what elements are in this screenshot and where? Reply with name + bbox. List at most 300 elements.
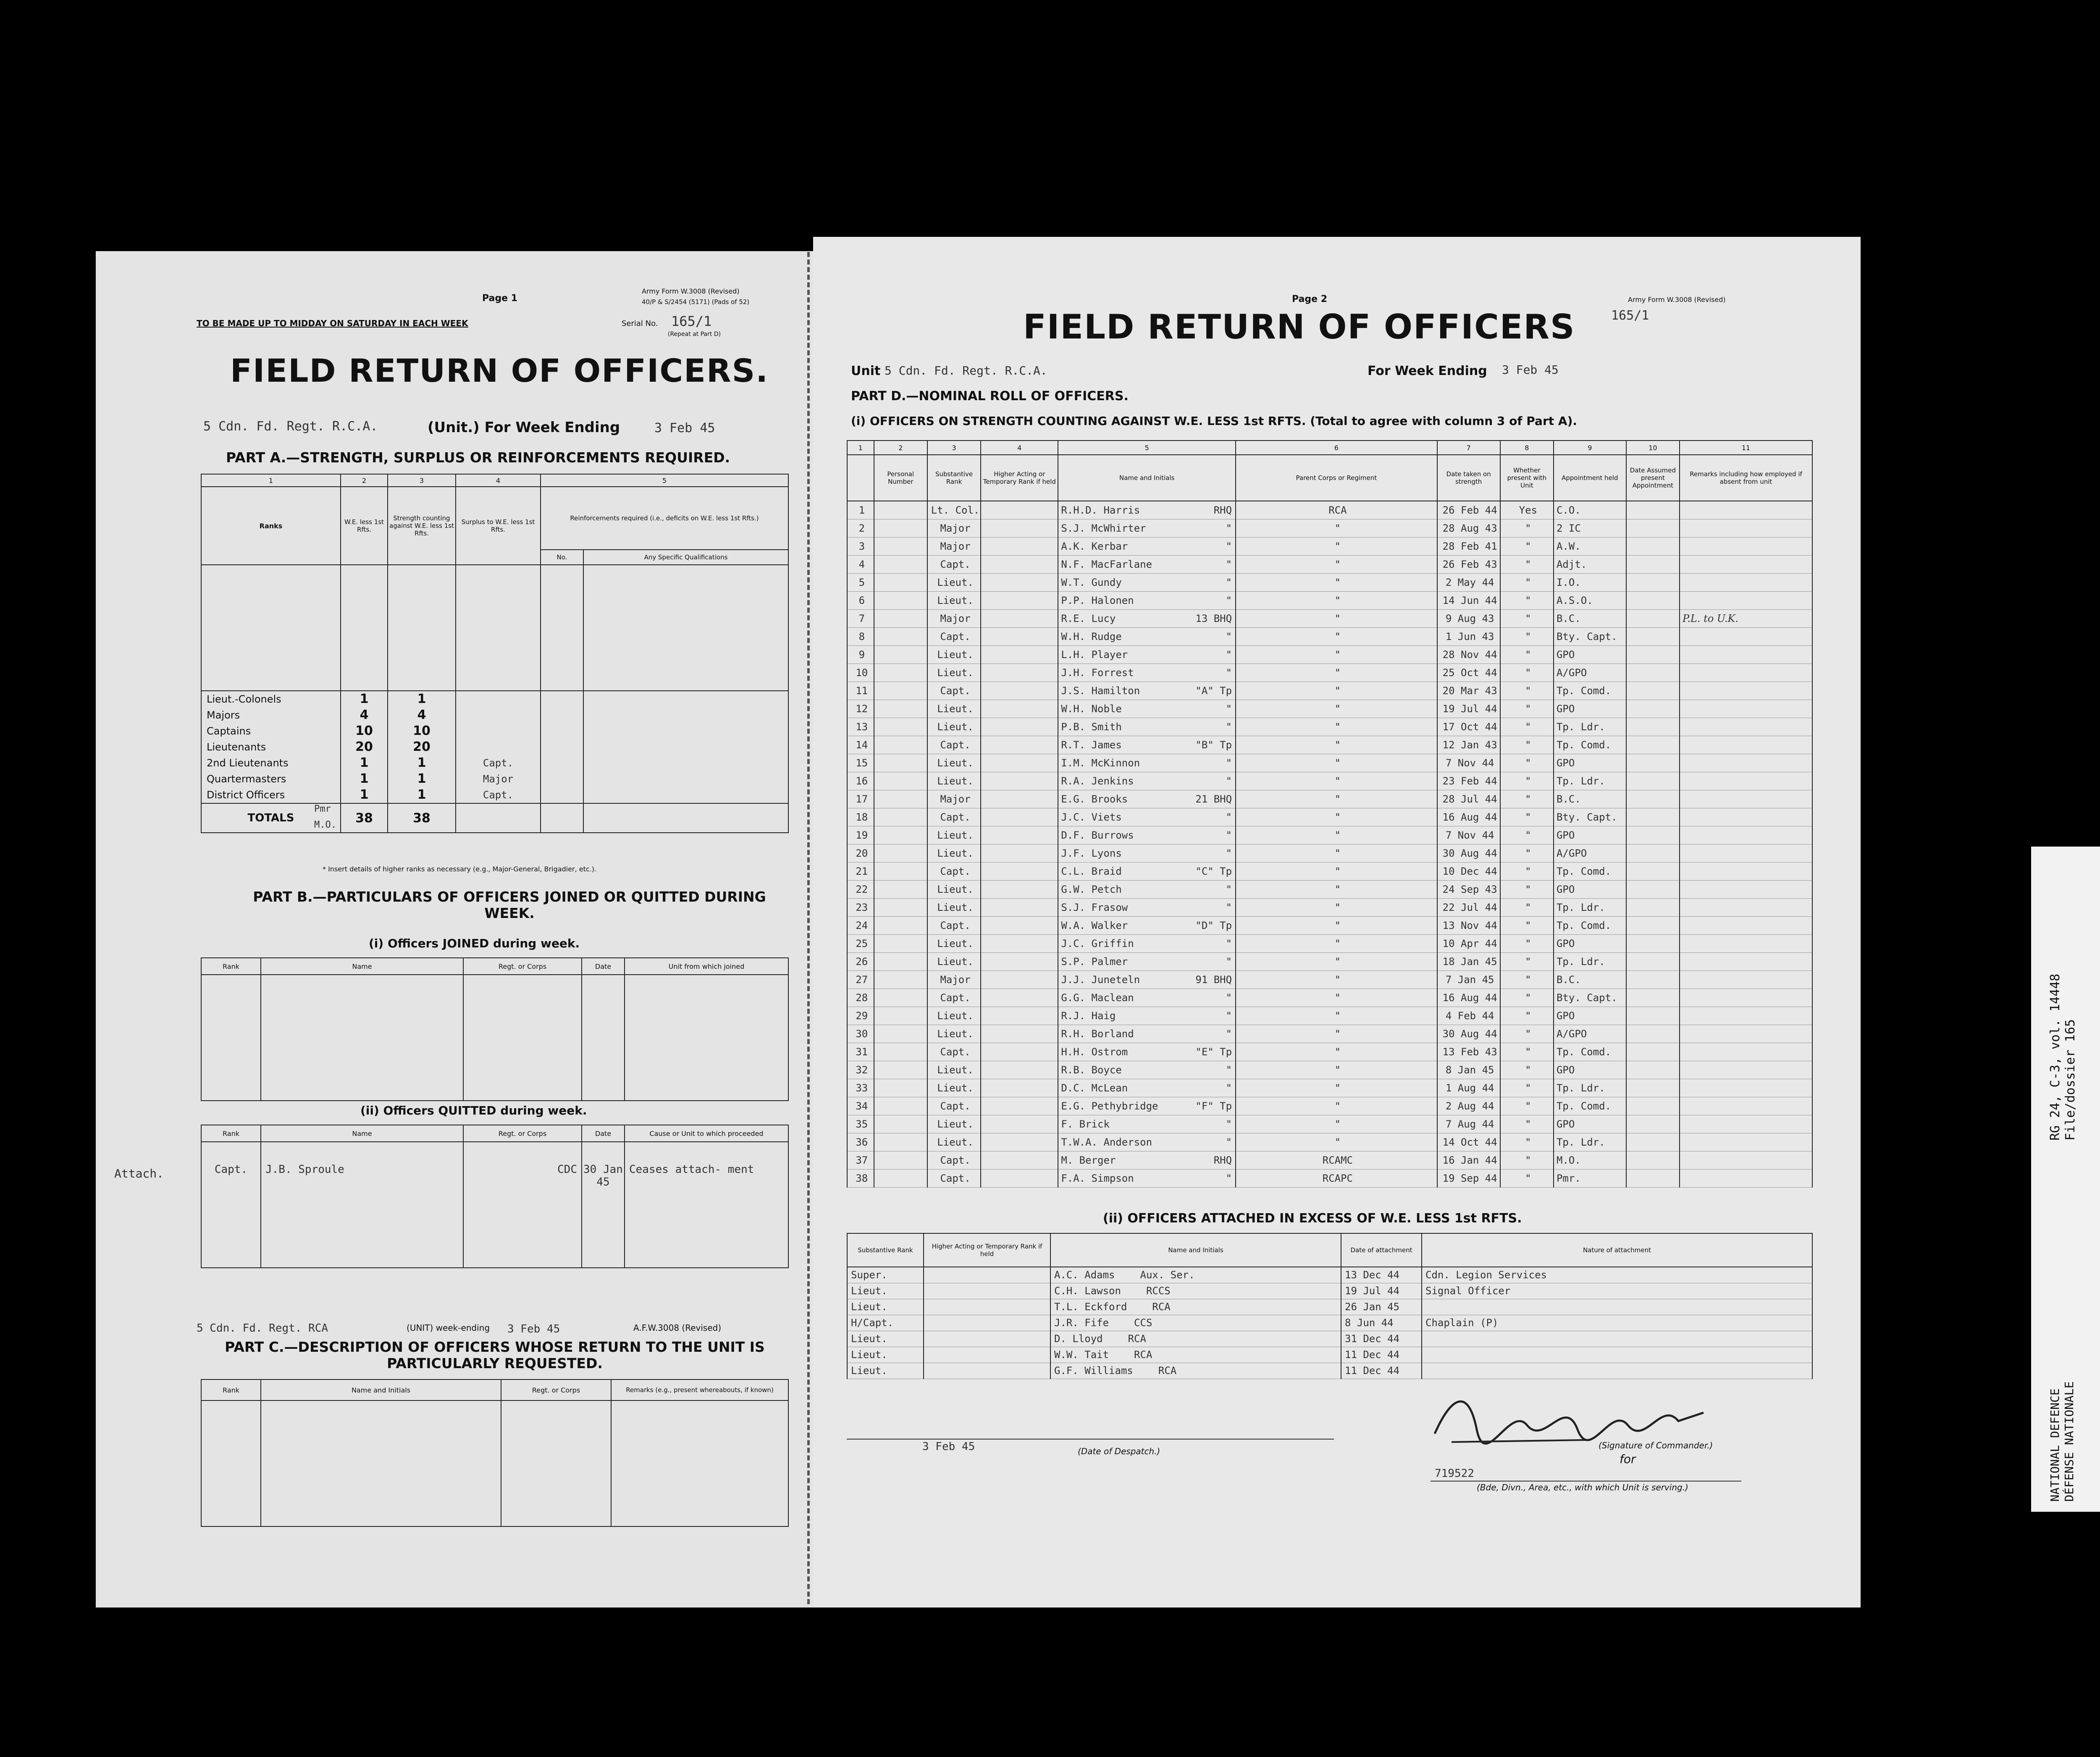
column-number: 9 — [1554, 441, 1626, 455]
date-assumed — [1626, 1007, 1680, 1025]
acting-rank — [981, 844, 1058, 862]
row-number: 34 — [847, 1097, 874, 1115]
parent-corps: " — [1236, 1061, 1437, 1079]
date-assumed — [1626, 609, 1680, 627]
appointment: GPO — [1554, 1007, 1626, 1025]
officer-name-text: W.H. Noble — [1061, 703, 1122, 715]
page-2-label: Page 2 — [1292, 294, 1328, 304]
column-header: Higher Acting or Temporary Rank if held — [981, 455, 1058, 501]
attached-name-text: G.F. Williams — [1054, 1365, 1133, 1377]
personal-number — [874, 645, 927, 663]
present-with-unit: " — [1500, 1043, 1554, 1061]
substantive-rank: Lt. Col. — [927, 501, 981, 519]
attached-date: 11 Dec 44 — [1341, 1363, 1422, 1379]
acting-rank — [981, 1169, 1058, 1187]
officer-name — [1058, 1151, 1236, 1169]
appointment: 2 IC — [1554, 519, 1626, 537]
present-with-unit: " — [1500, 537, 1554, 555]
officer-sub-unit: "A" Tp — [1195, 684, 1232, 697]
present-with-unit: " — [1500, 952, 1554, 970]
date-on-strength: 19 Sep 44 — [1437, 1169, 1500, 1187]
present-with-unit: " — [1500, 898, 1554, 916]
remarks — [1680, 1043, 1812, 1061]
attached-acting-rank — [924, 1267, 1050, 1283]
strength-value: 1 — [417, 692, 426, 706]
remarks — [1680, 862, 1812, 880]
officer-name — [1058, 826, 1236, 844]
acting-rank — [981, 663, 1058, 682]
date-on-strength: 26 Feb 44 — [1437, 501, 1500, 519]
attached-corps: RCA — [1128, 1333, 1146, 1345]
parent-corps: " — [1236, 772, 1437, 790]
officer-name — [1058, 754, 1236, 772]
joined-table: Rank Name Regt. or Corps Date Unit from which joined — [201, 957, 789, 1101]
parent-corps: " — [1236, 1025, 1437, 1043]
officer-name-text: F.A. Simpson — [1061, 1172, 1134, 1184]
date-on-strength: 22 Jul 44 — [1437, 898, 1500, 916]
appointment: Tp. Comd. — [1554, 862, 1626, 880]
officer-name — [1058, 952, 1236, 970]
officer-name — [1058, 700, 1236, 718]
row-number: 7 — [847, 609, 874, 627]
parent-corps: " — [1236, 754, 1437, 772]
officer-name-text: J.S. Hamilton — [1061, 684, 1140, 697]
date-on-strength: 17 Oct 44 — [1437, 718, 1500, 736]
officer-row — [847, 772, 1812, 790]
date-on-strength: 16 Aug 44 — [1437, 808, 1500, 826]
date-on-strength: 7 Aug 44 — [1437, 1115, 1500, 1133]
substantive-rank: Lieut. — [927, 718, 981, 736]
officer-sub-unit: "B" Tp — [1195, 739, 1232, 751]
rank-extra-mo: M.O. — [314, 820, 336, 830]
attached-name — [1050, 1299, 1341, 1315]
remarks — [1680, 591, 1812, 609]
attached-row — [847, 1331, 1812, 1347]
date-assumed — [1626, 916, 1680, 934]
part-a-title: PART A.—STRENGTH, SURPLUS OR REINFORCEMENTS REQUIRED. — [226, 449, 730, 466]
officer-sub-unit: " — [1226, 558, 1232, 570]
officer-row — [847, 501, 1812, 519]
officer-name — [1058, 808, 1236, 826]
personal-number — [874, 916, 927, 934]
qualification-note: Capt. — [483, 757, 514, 769]
officer-name — [1058, 1133, 1236, 1151]
appointment: Pmr. — [1554, 1169, 1626, 1187]
row-number: 16 — [847, 772, 874, 790]
personal-number — [874, 754, 927, 772]
officer-sub-unit: " — [1226, 991, 1232, 1004]
acting-rank — [981, 790, 1058, 808]
substantive-rank: Capt. — [927, 916, 981, 934]
officer-name-text: I.M. McKinnon — [1061, 757, 1140, 769]
officer-name — [1058, 591, 1236, 609]
strength-value: 10 — [413, 724, 430, 738]
appointment: A/GPO — [1554, 663, 1626, 682]
officer-row — [847, 844, 1812, 862]
row-number: 15 — [847, 754, 874, 772]
page-2-title: FIELD RETURN OF OFFICERS — [1023, 307, 1575, 346]
substantive-rank: Major — [927, 970, 981, 989]
officer-name — [1058, 682, 1236, 700]
personal-number — [874, 501, 927, 519]
parent-corps: " — [1236, 537, 1437, 555]
personal-number — [874, 790, 927, 808]
officer-sub-unit: " — [1226, 775, 1232, 787]
remarks — [1680, 718, 1812, 736]
column-header: Appointment held — [1554, 455, 1626, 501]
acting-rank — [981, 1079, 1058, 1097]
quitted-rank: Capt. — [201, 1142, 261, 1268]
attached-row — [847, 1299, 1812, 1315]
officer-row — [847, 663, 1812, 682]
form-reference-2: 40/P & S/2454 (5171) (Pads of 52) — [642, 298, 750, 306]
personal-number — [874, 1151, 927, 1169]
total-strength: 38 — [388, 803, 456, 833]
rank-label: District Officers — [207, 789, 285, 801]
strength-value: 1 — [417, 771, 426, 786]
date-on-strength: 7 Nov 44 — [1437, 826, 1500, 844]
we-value: 20 — [355, 740, 373, 754]
date-assumed — [1626, 844, 1680, 862]
acting-rank — [981, 1007, 1058, 1025]
date-on-strength: 8 Jan 45 — [1437, 1061, 1500, 1079]
attached-name-text: A.C. Adams — [1054, 1269, 1115, 1281]
date-assumed — [1626, 1061, 1680, 1079]
acting-rank — [981, 826, 1058, 844]
parent-corps: " — [1236, 916, 1437, 934]
officer-row — [847, 627, 1812, 645]
officer-sub-unit: "E" Tp — [1195, 1046, 1232, 1058]
attached-rank: Lieut. — [847, 1347, 924, 1363]
date-on-strength: 10 Apr 44 — [1437, 934, 1500, 952]
officer-name-text: F. Brick — [1061, 1118, 1110, 1130]
column-header: Remarks including how employed if absent from unit — [1680, 455, 1812, 501]
officer-row — [847, 609, 1812, 627]
substantive-rank: Lieut. — [927, 573, 981, 591]
parent-corps: " — [1236, 989, 1437, 1007]
substantive-rank: Lieut. — [927, 934, 981, 952]
date-on-strength: 25 Oct 44 — [1437, 663, 1500, 682]
parent-corps: " — [1236, 880, 1437, 898]
officer-sub-unit: " — [1226, 847, 1232, 859]
column-number: 10 — [1626, 441, 1680, 455]
personal-number — [874, 736, 927, 754]
date-on-strength: 10 Dec 44 — [1437, 862, 1500, 880]
attached-name-text: J.R. Fife — [1054, 1317, 1109, 1329]
remarks — [1680, 1133, 1812, 1151]
date-assumed — [1626, 645, 1680, 663]
officer-name — [1058, 1079, 1236, 1097]
attached-row — [847, 1347, 1812, 1363]
row-number: 19 — [847, 826, 874, 844]
substantive-rank: Capt. — [927, 862, 981, 880]
personal-number — [874, 826, 927, 844]
officer-name — [1058, 1061, 1236, 1079]
officer-name-text: S.P. Palmer — [1061, 955, 1128, 968]
acting-rank — [981, 573, 1058, 591]
substantive-rank: Lieut. — [927, 663, 981, 682]
appointment: Tp. Comd. — [1554, 1043, 1626, 1061]
officer-name — [1058, 718, 1236, 736]
officer-name — [1058, 772, 1236, 790]
officer-sub-unit: " — [1226, 811, 1232, 823]
row-number: 14 — [847, 736, 874, 754]
officer-name-text: N.F. MacFarlane — [1061, 558, 1152, 570]
quitted-cause: Ceases attach- ment — [625, 1142, 788, 1268]
row-number: 22 — [847, 880, 874, 898]
remarks — [1680, 1025, 1812, 1043]
parent-corps: " — [1236, 718, 1437, 736]
date-on-strength: 7 Jan 45 — [1437, 970, 1500, 989]
officer-name — [1058, 934, 1236, 952]
rank-label: Lieutenants — [207, 741, 266, 753]
attached-date: 19 Jul 44 — [1341, 1283, 1422, 1299]
parent-corps: " — [1236, 826, 1437, 844]
appointment: GPO — [1554, 1115, 1626, 1133]
substantive-rank: Capt. — [927, 627, 981, 645]
week-ending-label: For Week Ending — [1368, 364, 1487, 378]
officer-row — [847, 700, 1812, 718]
date-assumed — [1626, 934, 1680, 952]
substantive-rank: Lieut. — [927, 700, 981, 718]
parent-corps: " — [1236, 627, 1437, 645]
date-assumed — [1626, 501, 1680, 519]
substantive-rank: Lieut. — [927, 898, 981, 916]
acting-rank — [981, 880, 1058, 898]
officer-row — [847, 1097, 1812, 1115]
rank-extra-pmr: Pmr — [314, 804, 331, 814]
attached-nature — [1422, 1331, 1812, 1347]
present-with-unit: " — [1500, 826, 1554, 844]
date-assumed — [1626, 898, 1680, 916]
appointment: GPO — [1554, 826, 1626, 844]
officer-sub-unit: " — [1226, 1082, 1232, 1094]
officer-name — [1058, 1043, 1236, 1061]
acting-rank — [981, 808, 1058, 826]
unit-label: (Unit.) For Week Ending — [428, 419, 620, 436]
row-number: 1 — [847, 501, 874, 519]
part-c-table: Rank Name and Initials Regt. or Corps Remarks (e.g., present whereabouts, if known) — [201, 1379, 789, 1527]
officer-row — [847, 1151, 1812, 1169]
date-on-strength: 28 Feb 41 — [1437, 537, 1500, 555]
appointment: GPO — [1554, 934, 1626, 952]
row-number: 4 — [847, 555, 874, 573]
officer-name-text: E.G. Pethybridge — [1061, 1100, 1158, 1112]
row-number: 5 — [847, 573, 874, 591]
date-assumed — [1626, 826, 1680, 844]
attached-nature — [1422, 1347, 1812, 1363]
attached-table: Substantive Rank Higher Acting or Temporary Rank if held Name and Initials Date of attachment Nature of attachment Super. A.C. Adams Aux. Ser. 13 Dec 44 Cdn. Legion Services Lieut. C.H. Lawson RCCS 19 Jul 44 Signal Officer Lieut. T.L. Eckford RCA 26 Jan 45 H/Capt. J.R. Fife CCS 8 Jun 44 Chaplain (P) Lieut. D. Lloyd RCA 31 Dec 44 Lieut. W.W. Tait RCA 11 Dec 44 Lieut. G.F. Williams RCA 11 Dec 44 — [847, 1233, 1813, 1379]
officer-row — [847, 790, 1812, 808]
acting-rank — [981, 1151, 1058, 1169]
attached-name — [1050, 1363, 1341, 1379]
officer-name — [1058, 916, 1236, 934]
present-with-unit: " — [1500, 989, 1554, 1007]
acting-rank — [981, 862, 1058, 880]
officer-name — [1058, 862, 1236, 880]
personal-number — [874, 880, 927, 898]
page-1 — [96, 251, 813, 1608]
we-value: 4 — [360, 708, 369, 722]
officer-sub-unit: 21 BHQ — [1195, 793, 1232, 805]
parent-corps: RCA — [1236, 501, 1437, 519]
acting-rank — [981, 1025, 1058, 1043]
date-on-strength: 16 Aug 44 — [1437, 989, 1500, 1007]
part-c-unit-label: (UNIT) week-ending — [407, 1323, 490, 1333]
acting-rank — [981, 989, 1058, 1007]
personal-number — [874, 898, 927, 916]
acting-rank — [981, 754, 1058, 772]
present-with-unit: " — [1500, 682, 1554, 700]
parent-corps: " — [1236, 1097, 1437, 1115]
substantive-rank: Major — [927, 790, 981, 808]
acting-rank — [981, 952, 1058, 970]
officer-row — [847, 898, 1812, 916]
officer-row — [847, 1079, 1812, 1097]
remarks — [1680, 808, 1812, 826]
row-number: 31 — [847, 1043, 874, 1061]
officer-name-text: J.C. Viets — [1061, 811, 1122, 823]
present-with-unit: " — [1500, 1061, 1554, 1079]
attached-rank: Lieut. — [847, 1331, 924, 1347]
quitted-name: J.B. Sproule — [261, 1142, 463, 1268]
officer-row — [847, 880, 1812, 898]
officer-name — [1058, 1115, 1236, 1133]
date-on-strength: 1 Jun 43 — [1437, 627, 1500, 645]
attached-nature — [1422, 1363, 1812, 1379]
substantive-rank: Capt. — [927, 1097, 981, 1115]
signature-label: (Signature of Commander.) — [1599, 1440, 1713, 1450]
qualification-note: Major — [483, 773, 514, 785]
appointment: Tp. Ldr. — [1554, 898, 1626, 916]
row-number: 23 — [847, 898, 874, 916]
officer-name-text: H.H. Ostrom — [1061, 1046, 1128, 1058]
officer-name-text: G.G. Maclean — [1061, 991, 1134, 1004]
substantive-rank: Capt. — [927, 682, 981, 700]
personal-number — [874, 952, 927, 970]
parent-corps: " — [1236, 1079, 1437, 1097]
appointment: B.C. — [1554, 970, 1626, 989]
remarks — [1680, 1061, 1812, 1079]
present-with-unit: " — [1500, 844, 1554, 862]
date-assumed — [1626, 591, 1680, 609]
substantive-rank: Lieut. — [927, 754, 981, 772]
date-on-strength: 19 Jul 44 — [1437, 700, 1500, 718]
officer-row — [847, 591, 1812, 609]
parent-corps: " — [1236, 808, 1437, 826]
officer-name — [1058, 970, 1236, 989]
formation-number: 719522 — [1435, 1467, 1474, 1480]
present-with-unit: " — [1500, 718, 1554, 736]
officer-row — [847, 1061, 1812, 1079]
quitted-corps: CDC — [463, 1142, 582, 1268]
row-number: 2 — [847, 519, 874, 537]
present-with-unit: " — [1500, 1097, 1554, 1115]
substantive-rank: Major — [927, 519, 981, 537]
appointment: B.C. — [1554, 609, 1626, 627]
officer-row — [847, 862, 1812, 880]
date-on-strength: 28 Jul 44 — [1437, 790, 1500, 808]
substantive-rank: Lieut. — [927, 1025, 981, 1043]
appointment: B.C. — [1554, 790, 1626, 808]
row-number: 11 — [847, 682, 874, 700]
attached-acting-rank — [924, 1299, 1050, 1315]
unit-typed: 5 Cdn. Fd. Regt. R.C.A. — [203, 419, 378, 434]
officer-row — [847, 989, 1812, 1007]
strength-value: 20 — [413, 740, 430, 754]
officer-name-text: J.F. Lyons — [1061, 847, 1122, 859]
acting-rank — [981, 934, 1058, 952]
officer-name-text: R.J. Haig — [1061, 1010, 1116, 1022]
officer-row — [847, 1133, 1812, 1151]
parent-corps: " — [1236, 609, 1437, 627]
officer-name-text: A.K. Kerbar — [1061, 540, 1128, 552]
officer-sub-unit: " — [1226, 1136, 1232, 1148]
date-on-strength: 30 Aug 44 — [1437, 844, 1500, 862]
officer-name-text: E.G. Brooks — [1061, 793, 1128, 805]
page-2-form-reference: Army Form W.3008 (Revised) — [1628, 296, 1726, 304]
archive-reference: RG 24, C-3, vol. 14448 — [2048, 973, 2063, 1141]
present-with-unit: " — [1500, 627, 1554, 645]
attached-acting-rank — [924, 1363, 1050, 1379]
parent-corps: " — [1236, 790, 1437, 808]
column-header: Parent Corps or Regiment — [1236, 455, 1437, 501]
present-with-unit: Yes — [1500, 501, 1554, 519]
officer-row — [847, 555, 1812, 573]
officer-name-text: P.B. Smith — [1061, 721, 1122, 733]
officer-sub-unit: " — [1226, 901, 1232, 913]
present-with-unit: " — [1500, 1115, 1554, 1133]
remarks — [1680, 537, 1812, 555]
date-on-strength: 13 Feb 43 — [1437, 1043, 1500, 1061]
attached-corps: CCS — [1134, 1317, 1152, 1329]
officer-name-text: R.T. James — [1061, 739, 1122, 751]
acting-rank — [981, 501, 1058, 519]
attached-name — [1050, 1331, 1341, 1347]
officer-name-text: C.L. Braid — [1061, 865, 1122, 877]
row-number: 17 — [847, 790, 874, 808]
week-ending: 3 Feb 45 — [1502, 363, 1559, 377]
officer-name — [1058, 898, 1236, 916]
row-number: 36 — [847, 1133, 874, 1151]
officer-sub-unit: " — [1226, 522, 1232, 534]
remarks — [1680, 1151, 1812, 1169]
row-number: 27 — [847, 970, 874, 989]
present-with-unit: " — [1500, 880, 1554, 898]
acting-rank — [981, 916, 1058, 934]
strength-value: 4 — [417, 708, 426, 722]
officer-name — [1058, 645, 1236, 663]
date-on-strength: 9 Aug 43 — [1437, 609, 1500, 627]
officer-name — [1058, 501, 1236, 519]
archive-department-fr: DÉFENSE NATIONALE — [2062, 1381, 2076, 1502]
officer-name — [1058, 1097, 1236, 1115]
officer-name-text: T.W.A. Anderson — [1061, 1136, 1152, 1148]
officer-name-text: J.J. Juneteln — [1061, 973, 1140, 986]
present-with-unit: " — [1500, 1025, 1554, 1043]
officer-sub-unit: " — [1226, 666, 1232, 679]
present-with-unit: " — [1500, 700, 1554, 718]
date-on-strength: 2 May 44 — [1437, 573, 1500, 591]
appointment: Bty. Capt. — [1554, 627, 1626, 645]
page-2 — [813, 237, 1861, 1608]
date-on-strength: 2 Aug 44 — [1437, 1097, 1500, 1115]
row-number: 28 — [847, 989, 874, 1007]
appointment: Adjt. — [1554, 555, 1626, 573]
attached-name-text: D. Lloyd — [1054, 1333, 1103, 1345]
officer-name-text: R.H. Borland — [1061, 1028, 1134, 1040]
date-on-strength: 4 Feb 44 — [1437, 1007, 1500, 1025]
